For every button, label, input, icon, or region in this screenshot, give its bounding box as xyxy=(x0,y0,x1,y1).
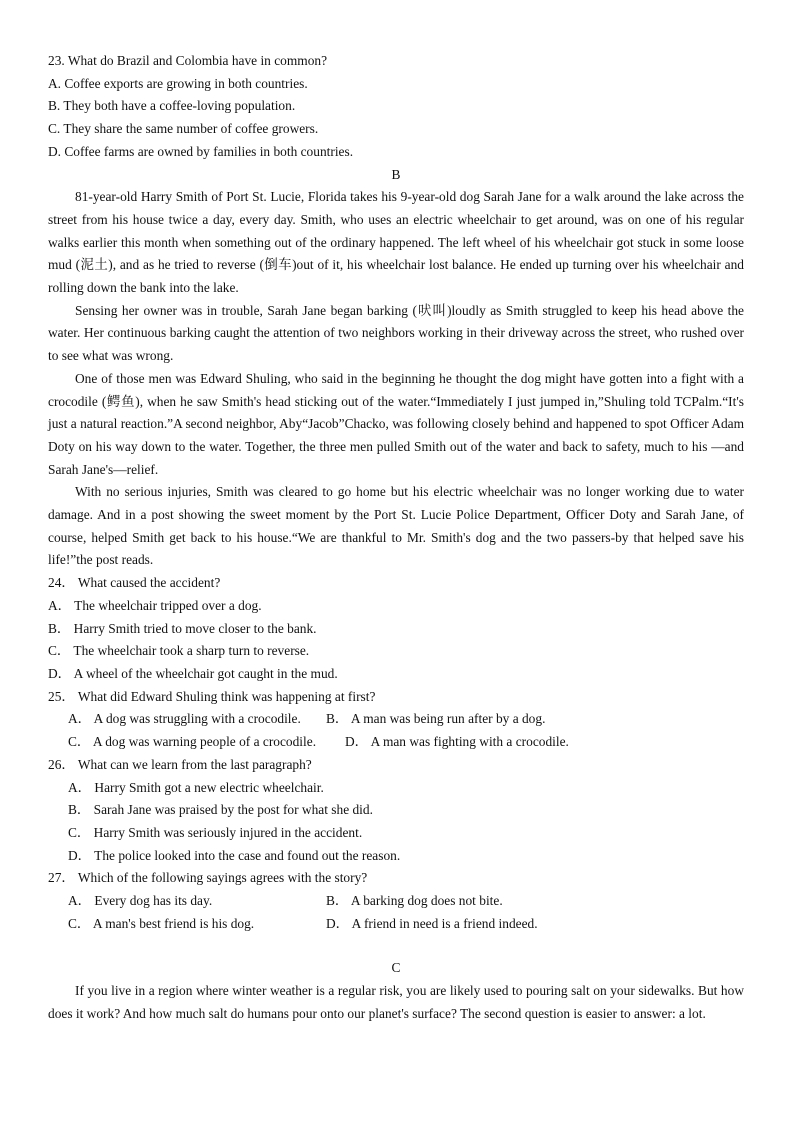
question-24-option-a: A． The wheelchair tripped over a dog. xyxy=(48,597,262,613)
passage-b-paragraph-4: With no serious injuries, Smith was cleared to go home but his electric wheelchair was no longer working due to water damage. And in a post showing the sweet moment by the Port St. Lucie Police Department, Officer Doty and Sarah Jane, of course, helped Smith get back to his house.“We are thankful to Mr. Smith's dog and the two passers-by that helped save his life!”the post reads. xyxy=(48,484,744,568)
question-26-stem: 26． What can we learn from the last paragraph? xyxy=(48,756,312,772)
question-23-option-a: A. Coffee exports are growing in both countries. xyxy=(48,75,308,91)
question-23-option-d: D. Coffee farms are owned by families in both countries. xyxy=(48,143,354,159)
question-23-stem: 23. What do Brazil and Colombia have in common? xyxy=(48,53,328,68)
question-25-options-row-2 xyxy=(48,731,744,754)
section-c-passage xyxy=(48,980,744,1025)
question-24-option-d: D． A wheel of the wheelchair got caught in the mud. xyxy=(48,665,338,681)
question-23-option-c: C. They share the same number of coffee growers. xyxy=(48,121,319,137)
question-23-option-b: B. They both have a coffee-loving population. xyxy=(48,98,296,114)
question-25-option-d: D． A man was fighting with a crocodile. xyxy=(345,734,569,750)
passage-b-paragraph-2: Sensing her owner was in trouble, Sarah Jane began barking (吠叫)loudly as Smith struggled to keep his head above the water. Her continuous barking caught the attention of two neighbors working in their driveway across the street, who rushed over to see what was wrong. xyxy=(48,302,744,364)
question-27-stem: 27． Which of the following sayings agrees with the story? xyxy=(48,870,368,886)
question-24-stem: 24． What caused the accident? xyxy=(48,575,221,591)
exam-page xyxy=(48,50,744,1026)
question-23 xyxy=(48,50,744,164)
question-27-option-a: A． Every dog has its day. xyxy=(68,893,213,909)
question-26-option-c: C． Harry Smith was seriously injured in the accident. xyxy=(68,824,363,840)
section-b-heading: B xyxy=(391,166,401,182)
question-25 xyxy=(48,686,744,754)
question-27-options-row-2 xyxy=(48,913,744,936)
question-24 xyxy=(48,572,744,686)
passage-b-paragraph-3: One of those men was Edward Shuling, who said in the beginning he thought the dog might have gotten into a fight with a crocodile (鳄鱼), when he saw Smith's head sticking out of the water.“Immediately I just jumped in,”Shuling told TCPalm.“It's just a natural reaction.”A second neighbor, Aby“Jacob”Chacko, was following closely behind and happened to spot Officer Adam Doty on his way down to the water. Together, the three men pulled Smith out of the water and back to safety, much to his —and Sarah Jane's—relief. xyxy=(48,370,744,477)
question-27-option-b: B． A barking dog does not bite. xyxy=(326,893,503,909)
section-spacer xyxy=(48,935,744,957)
question-26 xyxy=(48,754,744,868)
question-26-option-d: D． The police looked into the case and found out the reason. xyxy=(68,847,401,863)
section-b-passage xyxy=(48,186,744,572)
passage-b-paragraph-1: 81-year-old Harry Smith of Port St. Lucie, Florida takes his 9-year-old dog Sarah Jane for a walk around the lake across the street from his house twice a day, every day. Smith, who uses an electric wheelchair to get around, was on one of his regular walks earlier this month when something out of the ordinary happened. The left wheel of his wheelchair got stuck in some loose mud (泥土), and as he tried to reverse (倒车)out of it, his wheelchair lost balance. He ended up turning over his wheelchair and rolling down the bank into the lake. xyxy=(48,189,744,296)
question-24-option-b: B． Harry Smith tried to move closer to the bank. xyxy=(48,620,317,636)
question-26-option-a: A． Harry Smith got a new electric wheelchair. xyxy=(68,779,324,795)
section-c-heading: C xyxy=(391,960,401,976)
passage-c-paragraph-1: If you live in a region where winter weather is a regular risk, you are likely used to pouring salt on your sidewalks. But how does it work? And how much salt do humans pour onto our planet's surface? The second question is easier to answer: a lot. xyxy=(48,983,744,1021)
question-26-option-b: B． Sarah Jane was praised by the post for what she did. xyxy=(68,802,373,818)
question-27-option-d: D． A friend in need is a friend indeed. xyxy=(326,915,538,931)
question-27-option-c: C． A man's best friend is his dog. xyxy=(68,915,255,931)
question-27-options-row-1 xyxy=(48,890,744,913)
question-25-option-c: C． A dog was warning people of a crocodile. xyxy=(68,734,317,750)
question-27 xyxy=(48,867,744,935)
question-24-option-c: C． The wheelchair took a sharp turn to reverse. xyxy=(48,643,310,659)
question-25-stem: 25． What did Edward Shuling think was happening at first? xyxy=(48,688,376,704)
question-25-option-b: B． A man was being run after by a dog. xyxy=(326,711,546,727)
question-25-options-row-1 xyxy=(48,708,744,731)
question-25-option-a: A． A dog was struggling with a crocodile. xyxy=(68,711,301,727)
